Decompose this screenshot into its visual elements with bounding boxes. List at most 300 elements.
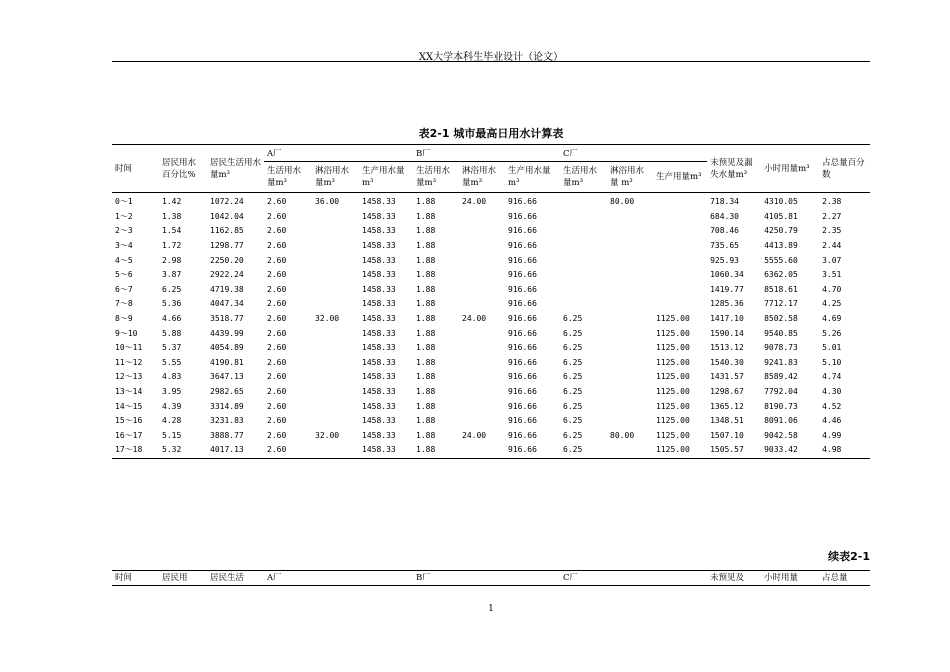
table-cell <box>459 370 505 385</box>
table-cell: 916.66 <box>508 445 537 455</box>
table-cell: 916.66 <box>508 372 537 382</box>
table-row <box>112 399 870 414</box>
cont-header-factory-a: A厂 <box>267 573 282 583</box>
table-cell <box>459 326 505 341</box>
cont-header-total-percent: 占总量 <box>822 573 848 583</box>
table-cell: 916.66 <box>508 401 537 411</box>
header-factory-b: B厂 <box>416 149 431 159</box>
table-cell: 9540.85 <box>764 328 798 338</box>
table-cell: 4.25 <box>822 299 842 309</box>
continued-caption: 续表2-1 <box>828 550 870 563</box>
table-cell: 1.88 <box>416 284 436 294</box>
table-cell: 1.88 <box>416 314 436 324</box>
table-cell <box>312 283 359 298</box>
table-cell: 1431.57 <box>710 372 744 382</box>
table-cell: 2.60 <box>267 401 287 411</box>
table-cell: 6～7 <box>115 284 133 294</box>
table-cell: 3.51 <box>822 270 842 280</box>
table-cell: 3647.13 <box>210 372 244 382</box>
table-cell <box>560 210 607 225</box>
table-row <box>112 414 870 429</box>
table-cell: 1458.33 <box>362 401 396 411</box>
header-resident-percent: 居民用水百分比% <box>162 157 197 180</box>
table-cell: 1590.14 <box>710 328 744 338</box>
table-cell: 4054.89 <box>210 343 244 353</box>
table-cell: 2.60 <box>267 211 287 221</box>
table-cell: 6.25 <box>563 314 583 324</box>
table-cell: 2.44 <box>822 241 842 251</box>
table-cell: 5.15 <box>162 430 182 440</box>
table-cell <box>607 224 653 239</box>
table-cell <box>459 297 505 312</box>
table-cell: 1.88 <box>416 401 436 411</box>
table-cell: 4.74 <box>822 372 842 382</box>
table-cell <box>607 341 653 356</box>
table-cell: 916.66 <box>508 270 537 280</box>
table-cell: 3888.77 <box>210 430 244 440</box>
table-cell: 9241.83 <box>764 357 798 367</box>
table-cell <box>459 283 505 298</box>
table-cell: 2.60 <box>267 226 287 236</box>
header-a-shower: 淋浴用水量m³ <box>312 162 359 193</box>
table-cell <box>560 268 607 283</box>
table-cell: 1458.33 <box>362 343 396 353</box>
table-cell: 8～9 <box>115 314 133 324</box>
table-cell <box>312 239 359 254</box>
table-cell: 1458.33 <box>362 445 396 455</box>
table-cell <box>459 399 505 414</box>
table-cell: 684.30 <box>710 211 739 221</box>
table-cell: 7712.17 <box>764 299 798 309</box>
table-cell: 8190.73 <box>764 401 798 411</box>
table-cell <box>312 326 359 341</box>
table-cell: 1.38 <box>162 211 182 221</box>
table-cell: 916.66 <box>508 284 537 294</box>
table-cell: 80.00 <box>610 197 635 207</box>
table-cell: 12～13 <box>115 372 143 382</box>
header-unforeseen: 未预见及漏失水量m³ <box>710 157 753 180</box>
table-cell: 1458.33 <box>362 197 396 207</box>
header-resident-water: 居民生活用水量m³ <box>210 157 262 180</box>
table-cell: 2.60 <box>267 328 287 338</box>
table-cell <box>607 253 653 268</box>
table-cell: 5.55 <box>162 357 182 367</box>
table-cell: 24.00 <box>462 197 487 207</box>
table-cell: 1.88 <box>416 343 436 353</box>
table-cell: 24.00 <box>462 314 487 324</box>
header-factory-c: C厂 <box>563 149 579 159</box>
table-cell <box>653 297 707 312</box>
table-cell: 15～16 <box>115 416 143 426</box>
table-cell: 3.95 <box>162 387 182 397</box>
table-cell <box>459 268 505 283</box>
table-cell: 1.88 <box>416 328 436 338</box>
table-cell <box>607 210 653 225</box>
table-cell: 6.25 <box>563 357 583 367</box>
table-cell: 5.37 <box>162 343 182 353</box>
table-cell: 5.36 <box>162 299 182 309</box>
continued-table-header <box>112 570 870 586</box>
table-cell: 916.66 <box>508 299 537 309</box>
table-row <box>112 429 870 444</box>
table-row <box>112 283 870 298</box>
table-cell <box>312 210 359 225</box>
table-row <box>112 297 870 312</box>
table-cell <box>653 268 707 283</box>
table-cell: 5.10 <box>822 357 842 367</box>
table-cell <box>607 268 653 283</box>
table-cell: 1507.10 <box>710 430 744 440</box>
table-cell: 1162.85 <box>210 226 244 236</box>
table-cell: 2250.20 <box>210 255 244 265</box>
table-cell: 1458.33 <box>362 299 396 309</box>
table-cell: 2.98 <box>162 255 182 265</box>
table-cell: 1.88 <box>416 430 436 440</box>
table-cell: 4250.79 <box>764 226 798 236</box>
table-cell: 9078.73 <box>764 343 798 353</box>
header-a-production: 生产用水量m³ <box>359 162 413 193</box>
table-cell: 1.88 <box>416 270 436 280</box>
table-cell: 2.60 <box>267 270 287 280</box>
table-cell: 2982.65 <box>210 387 244 397</box>
table-cell <box>607 385 653 400</box>
table-cell: 1540.30 <box>710 357 744 367</box>
cont-header-unforeseen: 未预见及 <box>710 573 745 583</box>
table-cell <box>312 356 359 371</box>
table-cell: 1458.33 <box>362 284 396 294</box>
table-cell: 4.46 <box>822 416 842 426</box>
table-cell: 2.60 <box>267 314 287 324</box>
table-cell: 1365.12 <box>710 401 744 411</box>
table-cell: 4190.81 <box>210 357 244 367</box>
table-cell: 1125.00 <box>656 343 690 353</box>
table-cell: 2.27 <box>822 211 842 221</box>
table-cell: 3～4 <box>115 241 133 251</box>
table-cell <box>607 326 653 341</box>
page-number: 1 <box>488 604 494 614</box>
table-row <box>112 312 870 327</box>
header-b-living: 生活用水量m³ <box>413 162 459 193</box>
table-cell: 1125.00 <box>656 430 690 440</box>
table-cell <box>312 443 359 458</box>
page-header-title: XX大学本科生毕业设计（论文） <box>418 52 564 63</box>
table-cell: 4.69 <box>822 314 842 324</box>
table-cell: 1.88 <box>416 416 436 426</box>
table-cell: 1285.36 <box>710 299 744 309</box>
table-cell <box>560 283 607 298</box>
table-cell: 2.35 <box>822 226 842 236</box>
header-factory-a: A厂 <box>267 149 282 159</box>
table-cell: 4105.81 <box>764 211 798 221</box>
table-cell: 2.60 <box>267 430 287 440</box>
table-cell <box>653 224 707 239</box>
table-cell: 6.25 <box>563 416 583 426</box>
table-cell: 916.66 <box>508 314 537 324</box>
table-cell <box>607 239 653 254</box>
table-cell: 916.66 <box>508 226 537 236</box>
table-cell: 5.88 <box>162 328 182 338</box>
table-cell: 1.88 <box>416 299 436 309</box>
table-row <box>112 385 870 400</box>
table-cell: 1513.12 <box>710 343 744 353</box>
table-cell: 3314.89 <box>210 401 244 411</box>
table-row <box>112 210 870 225</box>
table-cell <box>653 239 707 254</box>
table-cell: 1125.00 <box>656 328 690 338</box>
table-row <box>112 268 870 283</box>
table-cell: 8589.42 <box>764 372 798 382</box>
table-row <box>112 193 870 210</box>
table-cell: 1125.00 <box>656 387 690 397</box>
table-cell <box>607 370 653 385</box>
table-cell: 13～14 <box>115 387 143 397</box>
table-cell: 4.98 <box>822 445 842 455</box>
table-row <box>112 356 870 371</box>
table-cell <box>607 443 653 458</box>
table-cell: 80.00 <box>610 430 635 440</box>
table-cell: 718.34 <box>710 197 739 207</box>
table-cell: 1458.33 <box>362 416 396 426</box>
table-cell <box>560 297 607 312</box>
table-cell: 1125.00 <box>656 401 690 411</box>
table-cell: 916.66 <box>508 387 537 397</box>
table-cell: 8091.06 <box>764 416 798 426</box>
table-cell: 708.46 <box>710 226 739 236</box>
table-cell: 3231.83 <box>210 416 244 426</box>
table-cell: 916.66 <box>508 211 537 221</box>
table-cell: 1298.67 <box>710 387 744 397</box>
table-cell: 1458.33 <box>362 357 396 367</box>
table-cell: 1060.34 <box>710 270 744 280</box>
table-cell <box>312 297 359 312</box>
table-caption: 表2-1 城市最高日用水计算表 <box>418 127 564 140</box>
table-cell: 2.60 <box>267 343 287 353</box>
table-cell: 4017.13 <box>210 445 244 455</box>
table-cell: 5555.60 <box>764 255 798 265</box>
table-cell: 1458.33 <box>362 241 396 251</box>
table-cell: 1417.10 <box>710 314 744 324</box>
table-cell <box>560 224 607 239</box>
table-cell: 735.65 <box>710 241 739 251</box>
table-cell: 1125.00 <box>656 314 690 324</box>
table-cell <box>607 414 653 429</box>
header-a-living: 生活用水量m³ <box>264 162 312 193</box>
table-cell: 916.66 <box>508 241 537 251</box>
header-total-percent: 占总量百分数 <box>822 157 865 180</box>
table-cell: 0～1 <box>115 197 133 207</box>
table-cell: 1125.00 <box>656 372 690 382</box>
table-cell <box>459 253 505 268</box>
table-cell: 5.01 <box>822 343 842 353</box>
table-cell: 6.25 <box>563 445 583 455</box>
table-cell: 24.00 <box>462 430 487 440</box>
cont-header-factory-c: C厂 <box>563 573 579 583</box>
table-cell: 1125.00 <box>656 357 690 367</box>
table-cell: 6.25 <box>563 372 583 382</box>
table-row <box>112 239 870 254</box>
table-cell: 2.60 <box>267 255 287 265</box>
table-cell <box>607 356 653 371</box>
table-cell: 1348.51 <box>710 416 744 426</box>
table-row <box>112 253 870 268</box>
table-cell: 1458.33 <box>362 328 396 338</box>
table-cell: 2.60 <box>267 445 287 455</box>
table-cell <box>560 193 607 210</box>
header-c-shower: 淋浴用水量 m³ <box>607 162 653 193</box>
table-cell <box>653 193 707 210</box>
table-cell: 6.25 <box>563 430 583 440</box>
table-cell: 1.88 <box>416 372 436 382</box>
table-cell: 2～3 <box>115 226 133 236</box>
table-cell <box>459 341 505 356</box>
table-cell: 8518.61 <box>764 284 798 294</box>
table-cell <box>459 210 505 225</box>
table-cell <box>459 356 505 371</box>
table-cell <box>312 268 359 283</box>
table-cell: 1298.77 <box>210 241 244 251</box>
table-cell <box>312 399 359 414</box>
table-cell: 2.60 <box>267 387 287 397</box>
table-cell: 5～6 <box>115 270 133 280</box>
table-cell: 2.60 <box>267 299 287 309</box>
table-cell <box>607 312 653 327</box>
header-b-production: 生产用水量m³ <box>505 162 560 193</box>
table-cell: 916.66 <box>508 328 537 338</box>
table-cell: 2.60 <box>267 372 287 382</box>
table-cell <box>312 253 359 268</box>
cont-header-factory-b: B厂 <box>416 573 431 583</box>
table-cell: 1458.33 <box>362 255 396 265</box>
table-cell: 6.25 <box>563 343 583 353</box>
table-cell: 1125.00 <box>656 416 690 426</box>
table-cell: 4～5 <box>115 255 133 265</box>
table-cell <box>560 239 607 254</box>
table-cell: 16～17 <box>115 430 143 440</box>
table-cell: 1505.57 <box>710 445 744 455</box>
table-cell: 4.39 <box>162 401 182 411</box>
table-cell: 8502.58 <box>764 314 798 324</box>
table-cell <box>459 414 505 429</box>
table-cell <box>560 253 607 268</box>
table-cell: 1.88 <box>416 211 436 221</box>
table-cell: 4719.38 <box>210 284 244 294</box>
table-cell: 1458.33 <box>362 226 396 236</box>
table-cell: 1.88 <box>416 241 436 251</box>
table-cell: 1.88 <box>416 445 436 455</box>
table-cell: 3.87 <box>162 270 182 280</box>
table-cell: 916.66 <box>508 357 537 367</box>
table-cell <box>312 341 359 356</box>
table-cell <box>607 399 653 414</box>
table-cell: 1458.33 <box>362 387 396 397</box>
table-cell: 916.66 <box>508 416 537 426</box>
table-cell <box>607 297 653 312</box>
table-row <box>112 443 870 458</box>
table-cell: 1458.33 <box>362 270 396 280</box>
table-cell: 11～12 <box>115 357 143 367</box>
table-cell <box>607 283 653 298</box>
header-time: 时间 <box>115 163 133 174</box>
table-cell: 4.70 <box>822 284 842 294</box>
table-cell: 1125.00 <box>656 445 690 455</box>
table-cell: 17～18 <box>115 445 143 455</box>
table-cell: 1419.77 <box>710 284 744 294</box>
table-cell: 6.25 <box>563 328 583 338</box>
table-cell: 3.07 <box>822 255 842 265</box>
table-cell: 2.60 <box>267 284 287 294</box>
table-cell: 36.00 <box>315 197 340 207</box>
table-cell: 1458.33 <box>362 314 396 324</box>
cont-header-resident-percent: 居民用 <box>162 573 188 583</box>
table-row <box>112 224 870 239</box>
table-cell: 1.88 <box>416 387 436 397</box>
table-cell: 7792.04 <box>764 387 798 397</box>
header-c-living: 生活用水量m³ <box>560 162 607 193</box>
table-cell <box>312 224 359 239</box>
table-cell: 6.25 <box>162 284 182 294</box>
header-b-shower: 淋浴用水量m³ <box>459 162 505 193</box>
table-cell: 6.25 <box>563 387 583 397</box>
table-cell: 6362.05 <box>764 270 798 280</box>
table-cell: 916.66 <box>508 255 537 265</box>
cont-header-resident-water: 居民生活 <box>210 573 245 583</box>
table-cell: 1458.33 <box>362 430 396 440</box>
table-cell: 9042.58 <box>764 430 798 440</box>
table-cell: 1042.04 <box>210 211 244 221</box>
table-cell: 2.38 <box>822 197 842 207</box>
table-cell: 4413.89 <box>764 241 798 251</box>
cont-header-time: 时间 <box>115 573 133 583</box>
table-cell: 916.66 <box>508 197 537 207</box>
table-cell: 2.60 <box>267 416 287 426</box>
table-cell: 1.54 <box>162 226 182 236</box>
cont-header-hourly: 小时用量 <box>764 573 799 583</box>
table-cell: 4439.99 <box>210 328 244 338</box>
table-cell <box>653 210 707 225</box>
table-cell <box>459 239 505 254</box>
table-cell: 1.88 <box>416 357 436 367</box>
table-cell: 7～8 <box>115 299 133 309</box>
table-cell: 14～15 <box>115 401 143 411</box>
table-cell: 32.00 <box>315 314 340 324</box>
table-cell <box>653 253 707 268</box>
table-cell <box>459 443 505 458</box>
table-cell: 2.60 <box>267 357 287 367</box>
table-cell: 1072.24 <box>210 197 244 207</box>
table-cell: 1.88 <box>416 197 436 207</box>
header-hourly: 小时用量m³ <box>764 163 810 174</box>
table-cell: 4.30 <box>822 387 842 397</box>
header-c-production: 生产用量m³ <box>653 162 707 193</box>
table-cell <box>653 283 707 298</box>
table-cell: 4.52 <box>822 401 842 411</box>
table-cell: 1.88 <box>416 255 436 265</box>
header-rule <box>112 61 870 62</box>
table-cell: 6.25 <box>563 401 583 411</box>
table-cell: 5.26 <box>822 328 842 338</box>
table-cell: 1458.33 <box>362 372 396 382</box>
table-cell: 4047.34 <box>210 299 244 309</box>
table-cell: 4310.05 <box>764 197 798 207</box>
table-cell: 5.32 <box>162 445 182 455</box>
table-cell: 2.60 <box>267 197 287 207</box>
table-row <box>112 341 870 356</box>
table-cell: 9～10 <box>115 328 138 338</box>
table-cell: 4.28 <box>162 416 182 426</box>
water-usage-table <box>112 144 870 459</box>
table-cell: 1～2 <box>115 211 133 221</box>
table-cell <box>312 414 359 429</box>
